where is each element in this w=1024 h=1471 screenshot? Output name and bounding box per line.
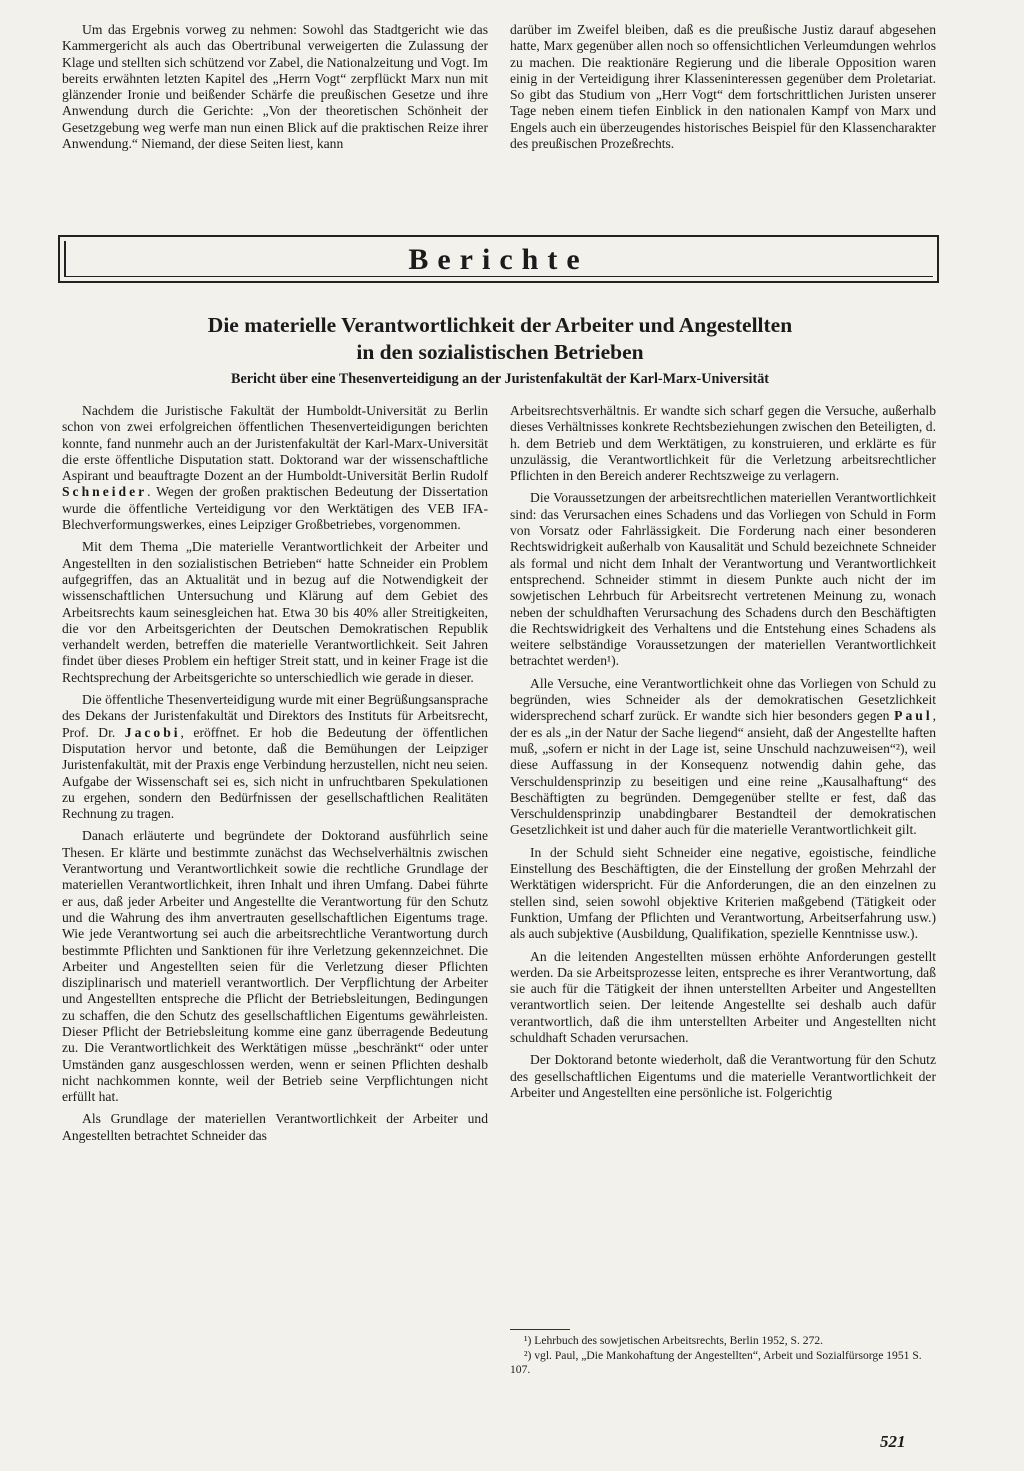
section-heading-box [58, 235, 939, 283]
text-run: Alle Versuche, eine Verantwortlichkeit ohne das Vorliegen von Schuld zu begründen, wies Schneider als der demokratischen Gesetzlichkeit widersprechend scharf zurück. Er wandte sich hier besonders gegen [510, 675, 936, 724]
footnotes [510, 1334, 936, 1378]
footnote: ¹) Lehrbuch des sowjetischen Arbeitsrechts, Berlin 1952, S. 272. [524, 1334, 824, 1347]
footnote: ²) vgl. Paul, „Die Mankohaftung der Angestellten“, Arbeit und Sozialfürsorge 1951 S. 107. [510, 1349, 922, 1376]
article-right-column [510, 403, 936, 1107]
person-name: Schneider [62, 484, 148, 500]
paragraph [62, 403, 488, 533]
paragraph: Arbeitsrechtsverhältnis. Er wandte sich scharf gegen die Versuche, außerhalb dieses Verhältnisses konkrete Rechtsbeziehungen zwischen den Beteiligten, d. h. dem Betrieb und dem Werktätigen, zu konstruieren, und erklärte es für unzulässig, die Verantwortlichkeit für die Verletzung arbeitsrechtlicher Pflichten in den Bereich anderer Rechtszweige zu verlagern. [510, 403, 936, 484]
person-name: Paul [894, 708, 933, 724]
text-run: Die öffentliche Thesenverteidigung wurde mit einer Begrüßungsansprache des Dekans der Juristenfakultät und Direktors des Instituts für Arbeitsrecht, Prof. Dr. [62, 692, 488, 740]
paragraph: In der Schuld sieht Schneider eine negative, egoistische, feindliche Einstellung des Beschäftigten, die der Einstellung der großen Mehrzahl der Werktätigen widerspricht. Für die Anforderungen, die an den einzelnen zu stellen sind, seien sowohl objektive Kriterien maßgebend (Tätigkeit oder Funktion, Umfang der Pflichten und Verantwortung, Arbeitserfahrung usw.) als auch subjektive (Ausbildung, Qualifikation, spezielle Kenntnisse usw.). [510, 844, 936, 942]
person-name: Jacobi [124, 724, 181, 740]
article-title-line-2: in den sozialistischen Betrieben [356, 340, 644, 364]
paragraph [510, 676, 936, 839]
top-left-column [62, 22, 488, 158]
top-right-paragraph: darüber im Zweifel bleiben, daß es die preußische Justiz darauf abgesehen hatte, Marx gegenüber allen noch so offensichtlichen Verleumdungen wehrlos zu machen. Die reaktionäre Regierung und die liberale Opposition waren einig in der Verteidigung ihrer Klasseninteressen gegenüber dem Proletariat. So gibt das Studium von „Herr Vogt“ dem fortschrittlichen Juristen unserer Tage neben einem tiefen Einblick in den nationalen Kampf von Marx und Engels auch ein überzeugendes historisches Beispiel für den Klassencharakter des preußischen Prozeßrechts. [510, 22, 936, 152]
page-number: 521 [880, 1432, 906, 1451]
text-run: . Wegen der großen praktischen Bedeutung der Dissertation wurde die öffentliche Verteidigung vor den Werktätigen des VEB IFA-Blechverformungswerkes, eines Leipziger Großbetriebes, vorgenommen. [62, 484, 488, 533]
top-right-column [510, 22, 936, 158]
paragraph: Danach erläuterte und begründete der Doktorand ausführlich seine Thesen. Er klärte und bestimmte zunächst das Wechselverhältnis zwischen Verantwortung und Verantwortlichkeit sowie die rechtliche Grundlage der materiellen Verantwortlichkeit, ihren Inhalt und ihren Umfang. Dabei führte er aus, daß jeder Arbeiter und Angestellte die Verantwortung für den Schutz und die Wahrung des ihm anvertrauten gesellschaftlichen Eigentums trage. Wie jede Verantwortung sei auch die arbeitsrechtliche Verantwortung durch bestimmte Pflichten und Sanktionen für ihre Verletzung gekennzeichnet. Die Arbeiter und Angestellten seien für die Verletzung dieser Pflichten disziplinarisch und materiell verantwortlich. Der Verpflichtung der Arbeiter und Angestellten entspreche die Pflicht der Betriebsleitungen, Bedingungen zu schaffen, die den Schutz des gesellschaftlichen Eigentums gewährleisten. Dieser Pflicht der Betriebsleitung komme eine ganz überragende Bedeutung zu. Die Verantwortlichkeit des Werktätigen müsse „beschränkt“ oder unter Umständen ganz ausgeschlossen werden, wenn er seinen Pflichten deshalb nicht nachkommen konnte, weil der Betrieb seine Verpflichtungen nicht erfüllt hat. [62, 828, 488, 1105]
paragraph [62, 692, 488, 822]
article-title-line-1: Die materielle Verantwortlichkeit der Arbeiter und Angestellten [207, 313, 793, 337]
article-title [90, 312, 910, 366]
text-run: Nachdem die Juristische Fakultät der Humboldt-Universität zu Berlin schon von zwei erfolgreichen öffentlichen Thesenverteidigungen berichten konnte, fand nunmehr auch an der Juristenfakultät der Karl-Marx-Universität die erste öffentliche Disputation statt. Doktorand war der wissenschaftliche Aspirant und beauftragte Dozent an der Humboldt-Universität Berlin Rudolf [62, 403, 488, 484]
article-left-column [62, 403, 488, 1150]
paragraph: An die leitenden Angestellten müssen erhöhte Anforderungen gestellt werden. Da sie Arbeitsprozesse leiten, entspreche es ihrer Verantwortung, daß sie auch für die Tätigkeit der ihnen unterstellten Arbeiter und Angestellten verantwortlich seien. Der leitende Angestellte sei deshalb auch dafür verantwortlich, daß die ihm unterstellten Arbeiter und Angestellten nicht schuldhaft Schaden verursachen. [510, 948, 936, 1045]
top-left-paragraph: Um das Ergebnis vorweg zu nehmen: Sowohl das Stadtgericht wie das Kammergericht als auch das Obertribunal verweigerten die Zulassung der Klage und stellten sich schützend vor Zabel, die Nationalzeitung und Vogt. Im bereits erwähnten letzten Kapitel des „Herrn Vogt“ zerpflückt Marx nun mit glänzender Ironie und beißender Schärfe die preußischen Gesetze und ihre Anwendung durch die Gerichte: „Von der theoretischen Schönheit der Gesetzgebung weg werfe man nun einen Blick auf die praktischen Reize ihrer Anwendung.“ Niemand, der diese Seiten liest, kann [62, 22, 488, 152]
article-subtitle: Bericht über eine Thesenverteidigung an der Juristenfakultät der Karl-Marx-Universität [230, 371, 770, 387]
text-run: , eröffnet. Er hob die Bedeutung der öffentlichen Disputation hervor und betonte, daß die Bemühungen der Leipziger Juristenfakultät, mit der Praxis enge Verbindung herzustellen, nicht neu seien. Aufgabe der Wissenschaft sei es, sich nicht in unfruchtbaren Spekulationen zu ergehen, sondern den Bedürfnissen der gesellschaftlichen Realitäten Rechnung zu tragen. [62, 724, 488, 822]
paragraph: Der Doktorand betonte wiederholt, daß die Verantwortung für den Schutz des gesellschaftlichen Eigentums und die materielle Verantwortlichkeit der Arbeiter und Angestellten eine persönliche ist. Folgerichtig [510, 1052, 936, 1100]
paragraph: Mit dem Thema „Die materielle Verantwortlichkeit der Arbeiter und Angestellten in den sozialistischen Betrieben“ hatte Schneider ein Problem aufgegriffen, das an Aktualität und in bezug auf die Notwendigkeit der wissenschaftlichen Untersuchung und Klärung auf dem Gebiet des Arbeitsrechts kaum seinesgleichen hat. Etwa 30 bis 40% aller Streitigkeiten, die vor den Arbeitsgerichten der Deutschen Demokratischen Republik verhandelt werden, betreffen die materielle Verantwortlichkeit. Seit Jahren findet über dieses Problem ein heftiger Streit statt, und in keiner Frage ist die Rechtsprechung der Arbeitsgerichte so unterschiedlich wie gerade in dieser. [62, 539, 488, 685]
footnote-divider [510, 1329, 570, 1330]
section-heading: Berichte [408, 243, 589, 276]
paragraph: Als Grundlage der materiellen Verantwortlichkeit der Arbeiter und Angestellten betrachtet Schneider das [62, 1111, 488, 1143]
text-run: , der es als „in der Natur der Sache liegend“ ansieht, daß der Angestellte haften muß, „sofern er nicht in der Lage ist, seine Unschuld nachzuweisen“²), weil diese Auffassung in der Konsequenz notwendig dahin gehe, das Verschuldensprinzip zu beseitigen und eine reine „Kausalhaftung“ des Beschäftigten zu begründen. Demgegenüber stellte er fest, daß das Verschuldensprinzip unabdingbarer Bestandteil der demokratischen Gesetzlichkeit ist und daher auch für die materielle Verantwortlichkeit gilt. [510, 708, 936, 838]
paragraph: Die Voraussetzungen der arbeitsrechtlichen materiellen Verantwortlichkeit sind: das Verursachen eines Schadens und das Vorliegen von Schuld in Form von Vorsatz oder Fahrlässigkeit. Die Forderung nach einer besonderen Rechtswidrigkeit außerhalb von Kausalität und Schuld bezeichnete Schneider als formal und nicht dem Inhalt der Verantwortung und Verantwortlichkeit entsprechend. Schneider stimmt in diesem Punkte auch nicht der im sowjetischen Lehrbuch für Arbeitsrecht vertretenen Meinung zu, wonach neben der schuldhaften Verursachung des Schadens durch den Beschäftigten die Rechtswidrigkeit des Verhaltens und die Entstehung eines Schadens als weitere selbständige Voraussetzungen der materiellen Verantwortlichkeit betrachtet werden¹). [510, 490, 936, 669]
